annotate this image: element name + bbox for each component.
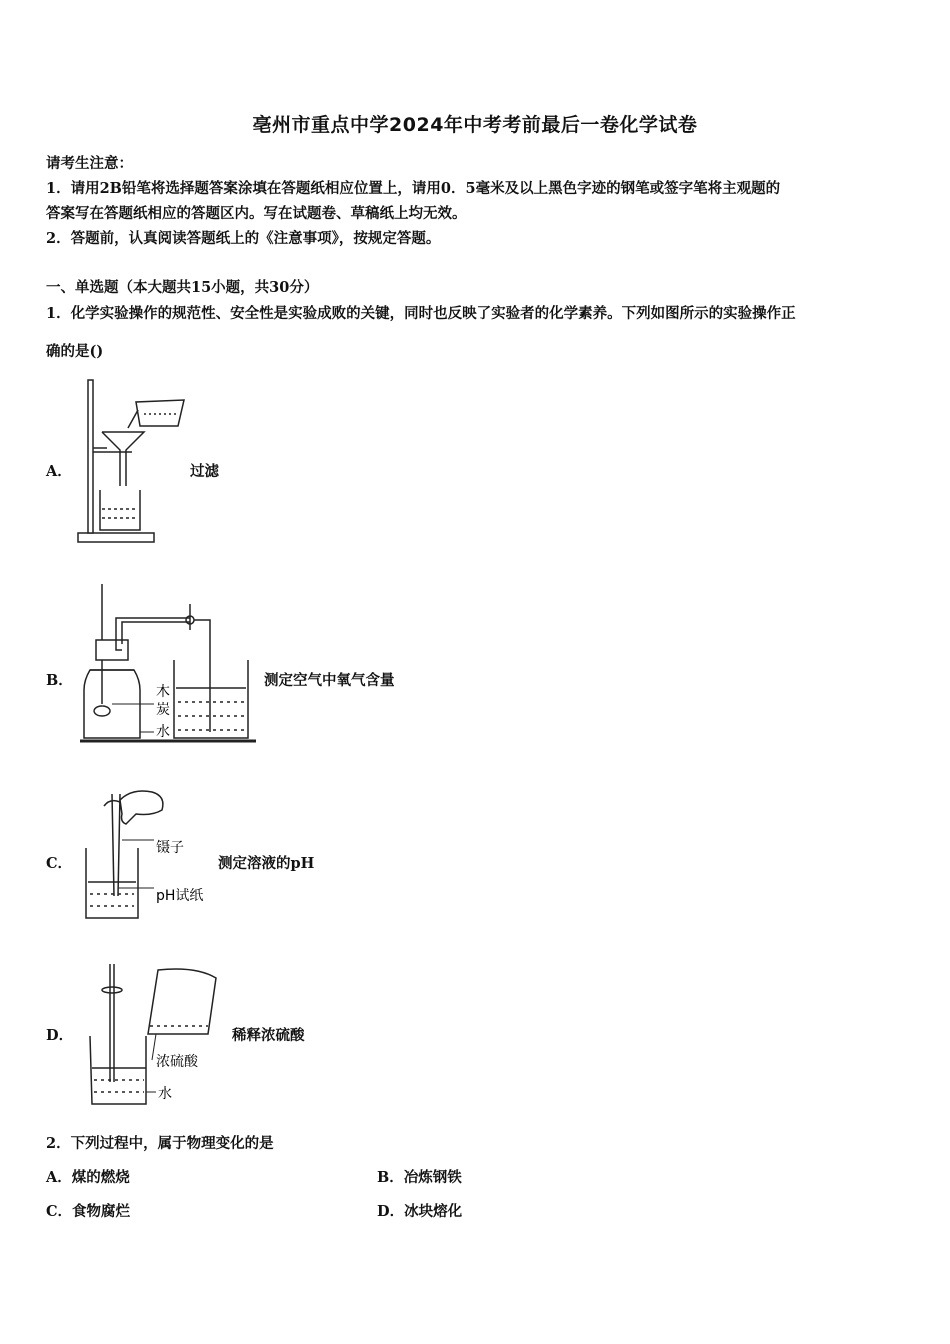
q1-option-c-letter: C． [46, 855, 73, 872]
label-water-d: 水 [158, 1086, 172, 1102]
q2-option-b-letter: B． [377, 1169, 404, 1186]
notice-item-2: 2．答题前，认真阅读答题纸上的《注意事项》，按规定答题。 [46, 230, 441, 247]
notice-item-1-line-2: 答案写在答题纸相应的答题区内。写在试题卷、草稿纸上均无效。 [46, 205, 467, 222]
notice-heading: 请考生注意： [46, 155, 133, 172]
label-charcoal-2: 炭 [156, 702, 170, 718]
label-tweezers: 镊子 [156, 840, 184, 856]
q1-option-c-caption: 测定溶液的pH [218, 855, 315, 872]
q1-stem-line-2: 确的是() [46, 343, 104, 360]
q2-option-c-letter: C． [46, 1203, 73, 1220]
ph-measurement-diagram [82, 784, 232, 924]
q2-option-a-text: 煤的燃烧 [71, 1169, 130, 1186]
q2-option-d [377, 1200, 462, 1221]
q2-option-c-text: 食物腐烂 [72, 1203, 131, 1220]
acid-dilution-diagram [86, 962, 236, 1112]
q1-option-b-letter: B． [46, 672, 73, 689]
q1-option-d-letter: D． [46, 1027, 74, 1044]
q1-option-a-caption: 过滤 [190, 463, 219, 480]
oxygen-measurement-diagram [80, 584, 260, 746]
label-water-b: 水 [156, 724, 170, 740]
q1-stem-line-1: 1．化学实验操作的规范性、安全性是实验成败的关键，同时也反映了实验者的化学素养。下列如图所示的实验操作正 [46, 305, 796, 322]
section-heading: 一、单选题（本大题共15小题，共30分） [46, 279, 319, 296]
q2-option-d-letter: D． [377, 1203, 405, 1220]
filtration-diagram [74, 376, 194, 548]
q2-option-a [46, 1166, 130, 1187]
q2-option-a-letter: A． [46, 1169, 72, 1186]
q2-option-b-text: 冶炼钢铁 [403, 1169, 462, 1186]
label-charcoal-1: 木 [156, 684, 170, 700]
label-conc-acid: 浓硫酸 [156, 1054, 198, 1070]
notice-item-1-line-1: 1．请用2B铅笔将选择题答案涂填在答题纸相应位置上，请用0．5毫米及以上黑色字迹的钢笔或签字笔将主观题的 [46, 180, 781, 197]
label-ph-paper: pH试纸 [156, 888, 204, 904]
q1-option-a-letter: A． [46, 463, 72, 480]
q2-stem: 2．下列过程中，属于物理变化的是 [46, 1135, 274, 1152]
q2-option-c [46, 1200, 130, 1221]
q1-option-b-caption: 测定空气中氧气含量 [264, 672, 395, 689]
page-title: 亳州市重点中学2024年中考考前最后一卷化学试卷 [252, 114, 698, 136]
q1-option-d-caption: 稀释浓硫酸 [232, 1027, 305, 1044]
q2-option-b [377, 1166, 462, 1187]
q2-option-d-text: 冰块熔化 [404, 1203, 463, 1220]
